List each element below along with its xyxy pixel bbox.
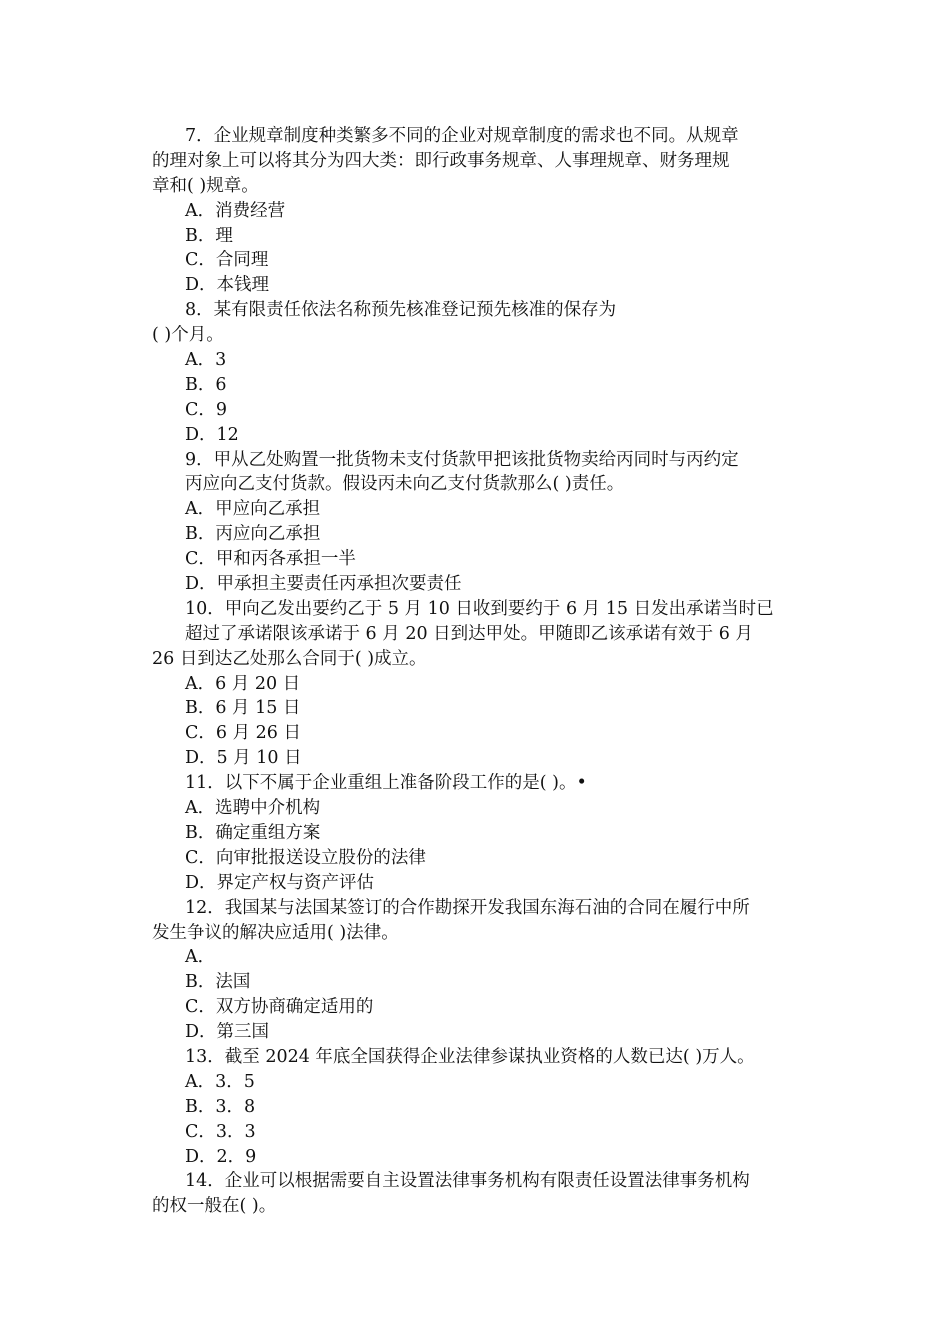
question-text-line: 的权一般在( )。 xyxy=(152,1196,277,1217)
question-text-line: 11．以下不属于企业重组上准备阶段工作的是( )。• xyxy=(185,773,587,794)
question-8 xyxy=(152,1169,800,1219)
question-6 xyxy=(152,896,800,1045)
question-1 xyxy=(152,124,800,298)
question-text-line: ( )个月。 xyxy=(152,325,224,346)
answer-option: D．5 月 10 日 xyxy=(185,748,302,769)
question-text-line: 10．甲向乙发出要约乙于 5 月 10 日收到要约于 6 月 15 日发出承诺当时已 xyxy=(185,598,774,619)
answer-option: D．甲承担主要责任丙承担次要责任 xyxy=(185,574,462,595)
question-text-line: 章和( )规章。 xyxy=(152,175,259,196)
answer-option: C．9 xyxy=(185,399,228,420)
question-text-line: 发生争议的解决应适用( )法律。 xyxy=(152,922,399,943)
question-text-line: 26 日到达乙处那么合同于( )成立。 xyxy=(152,648,427,669)
answer-option: D．2．9 xyxy=(185,1146,257,1167)
question-4 xyxy=(152,597,800,771)
answer-option: C．3．3 xyxy=(185,1121,256,1142)
question-text-line: 7．企业规章制度种类繁多不同的企业对规章制度的需求也不同。从规章 xyxy=(185,126,739,146)
answer-option: A．6 月 20 日 xyxy=(185,673,301,694)
question-text-line: 丙应向乙支付货款。假设丙未向乙支付货款那么( )责任。 xyxy=(185,474,625,495)
answer-option: D．界定产权与资产评估 xyxy=(185,872,375,893)
answer-option: D．本钱理 xyxy=(185,275,270,296)
answer-option: A．甲应向乙承担 xyxy=(185,499,321,520)
question-7 xyxy=(152,1045,800,1169)
answer-option: D．第三国 xyxy=(185,1022,270,1043)
answer-option: C．6 月 26 日 xyxy=(185,723,301,744)
question-3 xyxy=(152,448,800,597)
answer-option: B．法国 xyxy=(185,972,251,993)
answer-option: D．12 xyxy=(185,424,239,445)
answer-option: C．合同理 xyxy=(185,250,269,271)
answer-option: B．3．8 xyxy=(185,1096,256,1117)
answer-option: B．6 xyxy=(185,374,227,395)
answer-option: C．甲和丙各承担一半 xyxy=(185,549,356,570)
answer-option: C．双方协商确定适用的 xyxy=(185,997,374,1018)
question-text-line: 9．甲从乙处购置一批货物未支付货款甲把该批货物卖给丙同时与丙约定 xyxy=(185,449,739,470)
answer-option: B．丙应向乙承担 xyxy=(185,524,321,545)
question-text-line: 13．截至 2024 年底全国获得企业法律参谋执业资格的人数已达( )万人。 xyxy=(185,1046,755,1067)
answer-option: B．6 月 15 日 xyxy=(185,698,301,719)
question-text-line: 超过了承诺限该承诺于 6 月 20 日到达甲处。甲随即乙该承诺有效于 6 月 xyxy=(185,623,753,644)
question-text-line: 8．某有限责任依法名称预先核准登记预先核准的保存为 xyxy=(185,300,617,321)
answer-option: A．选聘中介机构 xyxy=(185,798,321,819)
answer-option: B．确定重组方案 xyxy=(185,822,321,843)
question-text-line: 12．我国某与法国某签订的合作勘探开发我国东海石油的合同在履行中所 xyxy=(185,897,750,918)
question-text-line: 的理对象上可以将其分为四大类：即行政事务规章、人事理规章、财务理规 xyxy=(152,150,730,171)
answer-option: A．消费经营 xyxy=(185,200,286,221)
answer-option: B．理 xyxy=(185,225,233,246)
answer-option: A．3．5 xyxy=(185,1071,255,1092)
question-text-line: 14．企业可以根据需要自主设置法律事务机构有限责任设置法律事务机构 xyxy=(185,1171,750,1192)
answer-option: A． xyxy=(185,947,216,968)
question-5 xyxy=(152,771,800,895)
answer-option: A．3 xyxy=(185,350,227,371)
answer-option: C．向审批报送设立股份的法律 xyxy=(185,847,426,868)
question-2 xyxy=(152,298,800,447)
